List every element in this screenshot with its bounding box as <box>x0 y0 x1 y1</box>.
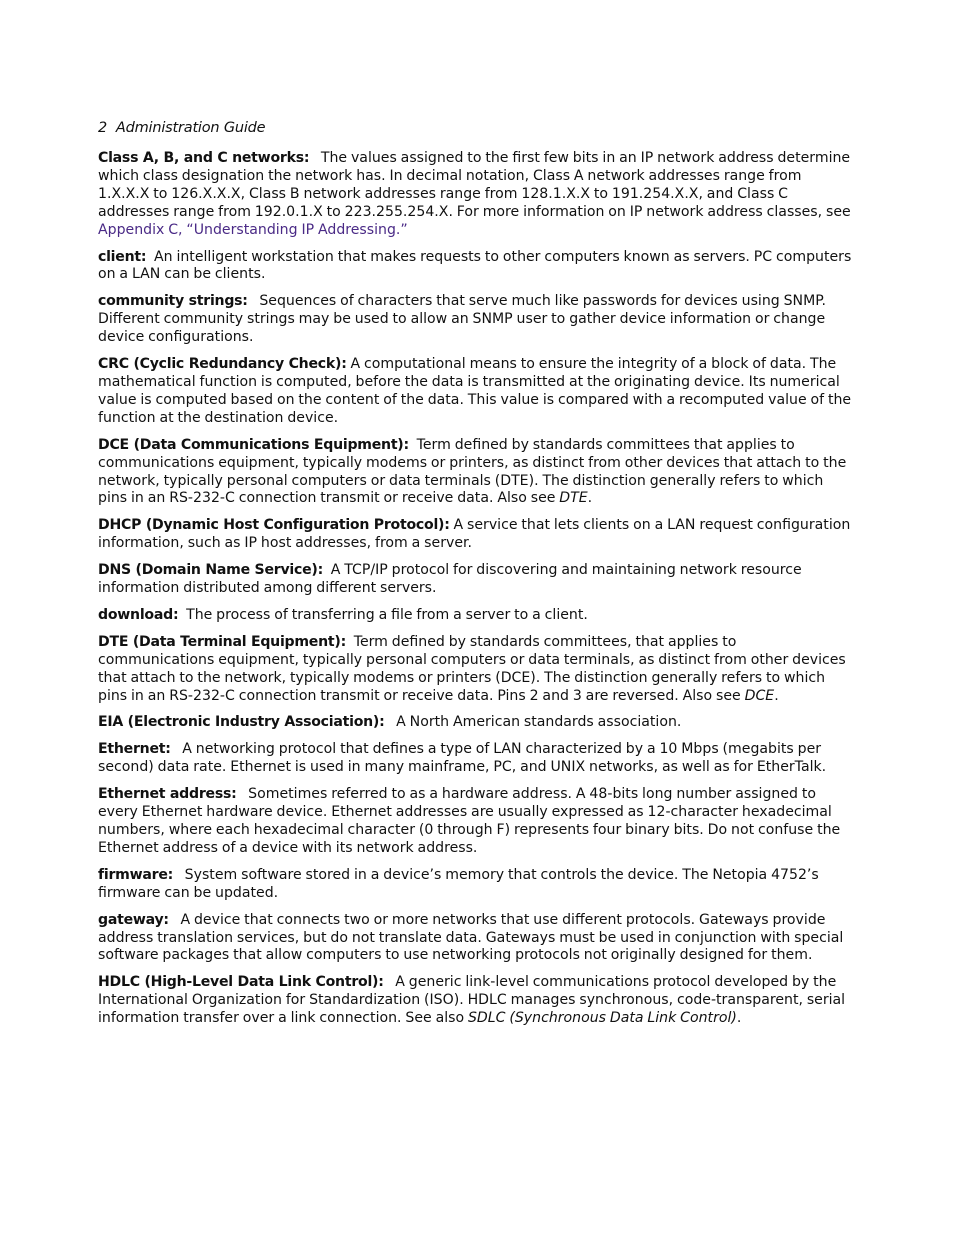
glossary-entry-gateway <box>98 912 856 966</box>
glossary-entry-client <box>98 249 856 285</box>
glossary-entry-class-networks <box>98 150 856 240</box>
glossary-definition: A generic link-level communications protocol developed by the International Organization for Standardization (ISO). HDLC manages synchronous, code-transparent, serial information transfer over a link connection. See also <box>98 974 846 1027</box>
glossary-definition: The values assigned to the first few bits in an IP network address determine which class designation the network has. In decimal notation, Class A network addresses range from 1.X.X.X to 126.X.X.X, Class B network addresses range from 128.1.X.X to 191.254.X.X, and Class C addresses range from 192.0.1.X to 223.255.254.X. For more information on IP network address classes, see <box>98 150 851 220</box>
glossary-entry-dhcp <box>98 517 856 553</box>
glossary-definition: System software stored in a device’s memory that controls the device. The Netopia 4752’s firmware can be updated. <box>98 866 819 901</box>
glossary-definition: Sometimes referred to as a hardware address. A 48-bits long number assigned to every Ethernet hardware device. Ethernet addresses are usually expressed as 12-character hexadecimal numbers, where each hexadecimal character (0 through F) represents four binary bits. Do not confuse the Ethernet address of a device with its network address. <box>98 786 841 856</box>
appendix-c-link[interactable]: Appendix C, “Understanding IP Addressing.” <box>98 221 408 238</box>
cross-reference: DCE <box>744 687 775 704</box>
glossary-term: gateway: <box>98 911 169 928</box>
glossary-definition: Term defined by standards committees, that applies to communications equipment, typically personal computers or data terminals, as distinct from other devices that attach to the network, typically modems or printers (DCE). The distinction generally refers to which pins in an RS-232-C connection transmit or receive data. Pins 2 and 3 are reversed. Also see <box>98 633 846 704</box>
glossary-definition: A device that connects two or more networks that use different protocols. Gateways provide address translation services, but do not translate data. Gateways must be used in conjunction with special software packages that allow computers to use networking protocols not originally designed for them. <box>98 911 844 964</box>
glossary-term: HDLC (High-Level Data Link Control): <box>98 974 384 991</box>
glossary-term: DNS (Domain Name Service): <box>98 562 323 579</box>
page-number: 2 <box>98 120 108 136</box>
glossary-entry-dns <box>98 562 856 598</box>
glossary-entry-crc <box>98 356 856 428</box>
glossary-term: DHCP (Dynamic Host Configuration Protocol): <box>98 517 450 534</box>
glossary-term: Class A, B, and C networks: <box>98 150 310 166</box>
glossary-entry-ethernet-address <box>98 786 856 858</box>
glossary-term: Ethernet address: <box>98 786 237 803</box>
glossary-definition-end: . <box>587 490 593 507</box>
glossary-entry-ethernet <box>98 741 856 777</box>
glossary-term: DCE (Data Communications Equipment): <box>98 436 409 453</box>
glossary-term: DTE (Data Terminal Equipment): <box>98 633 346 650</box>
glossary-term: firmware: <box>98 866 174 883</box>
glossary-definition: A North American standards association. <box>396 714 682 731</box>
cross-reference: DTE <box>559 490 588 507</box>
glossary-entry-eia <box>98 714 856 732</box>
glossary-definition: A service that lets clients on a LAN request configuration information, such as IP host addresses, from a server. <box>98 517 851 552</box>
cross-reference: SDLC (Synchronous Data Link Control) <box>467 1010 737 1027</box>
glossary-term: CRC (Cyclic Redundancy Check): <box>98 356 347 373</box>
running-header <box>98 118 856 138</box>
glossary-term: client: <box>98 248 147 265</box>
glossary-definition: A computational means to ensure the integrity of a block of data. The mathematical function is computed, before the data is transmitted at the originating device. Its numerical value is computed based on the content of the data. This value is compared with a recomputed value of the function at the destination device. <box>98 356 852 426</box>
glossary-definition: The process of transferring a file from a server to a client. <box>186 606 588 623</box>
glossary-definition: A networking protocol that defines a type of LAN characterized by a 10 Mbps (megabits per second) data rate. Ethernet is used in many mainframe, PC, and UNIX networks, as well as for EtherTalk. <box>98 741 827 776</box>
glossary-term: Ethernet: <box>98 741 171 758</box>
guide-title: Administration Guide <box>115 120 266 136</box>
glossary-definition: An intelligent workstation that makes requests to other computers known as servers. PC computers on a LAN can be clients. <box>98 248 852 283</box>
glossary-definition-end: . <box>774 687 779 704</box>
glossary-definition: Term defined by standards committees that applies to communications equipment, typically modems or printers, as distinct from other devices that attach to the network, typically personal computers or data terminals (DTE). The distinction generally refers to which pins in an RS-232-C connection transmit or receive data. Also see <box>98 436 847 507</box>
document-page <box>98 118 856 1037</box>
glossary-term: community strings: <box>98 293 248 310</box>
glossary-entry-hdlc <box>98 974 856 1028</box>
glossary-definition: A TCP/IP protocol for discovering and maintaining network resource information distributed among different servers. <box>98 562 802 597</box>
glossary-definition-end: . <box>736 1010 742 1027</box>
glossary-definition: Sequences of characters that serve much like passwords for devices using SNMP. Different community strings may be used to allow an SNMP user to gather device information or change device configurations. <box>98 293 827 346</box>
glossary-entry-dte <box>98 634 856 706</box>
glossary-term: EIA (Electronic Industry Association): <box>98 714 385 731</box>
glossary-term: download: <box>98 606 179 623</box>
glossary-entry-download <box>98 607 856 625</box>
glossary-entry-dce <box>98 437 856 509</box>
glossary-entry-community-strings <box>98 293 856 347</box>
glossary-entry-firmware <box>98 867 856 903</box>
